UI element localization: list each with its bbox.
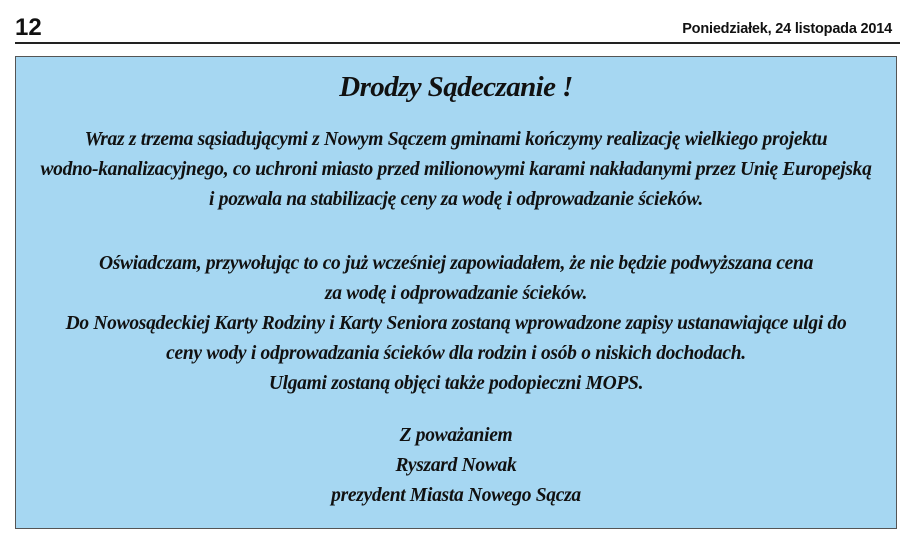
letter-paragraph-1 bbox=[16, 125, 896, 215]
paragraph-line: Wraz z trzema sąsiadującymi z Nowym Sączem gminami kończymy realizację wielkiego projektu bbox=[84, 129, 828, 150]
page-header bbox=[15, 10, 900, 44]
paragraph-line: Do Nowosądeckiej Karty Rodziny i Karty Seniora zostaną wprowadzone zapisy ustanawiające ulgi do bbox=[65, 313, 847, 334]
letter-paragraph-2 bbox=[16, 249, 896, 399]
signoff-closing: Z poważaniem bbox=[399, 425, 513, 446]
page-number: 12 bbox=[15, 14, 42, 41]
paragraph-line: ceny wody i odprowadzania ścieków dla rodzin i osób o niskich dochodach. bbox=[166, 343, 746, 364]
signoff-author-title: prezydent Miasta Nowego Sącza bbox=[331, 485, 581, 506]
letter-greeting: Drodzy Sądeczanie ! bbox=[339, 71, 573, 103]
signoff-author-name: Ryszard Nowak bbox=[395, 455, 517, 476]
paragraph-line: Ulgami zostaną objęci także podopieczni MOPS. bbox=[268, 373, 644, 394]
paragraph-line: wodno-kanalizacyjnego, co uchroni miasto przed milionowymi karami nakładanymi przez Unię Europejską bbox=[40, 159, 872, 180]
letter-signoff bbox=[16, 421, 896, 511]
issue-date: Poniedziałek, 24 listopada 2014 bbox=[682, 21, 892, 37]
paragraph-line: i pozwala na stabilizację ceny za wodę i odprowadzanie ścieków. bbox=[209, 189, 703, 210]
letter-box bbox=[15, 56, 897, 529]
header-rule bbox=[15, 42, 900, 44]
paragraph-line: Oświadczam, przywołując to co już wcześniej zapowiadałem, że nie będzie podwyższana cena bbox=[98, 253, 814, 274]
paragraph-line: za wodę i odprowadzanie ścieków. bbox=[324, 283, 588, 304]
